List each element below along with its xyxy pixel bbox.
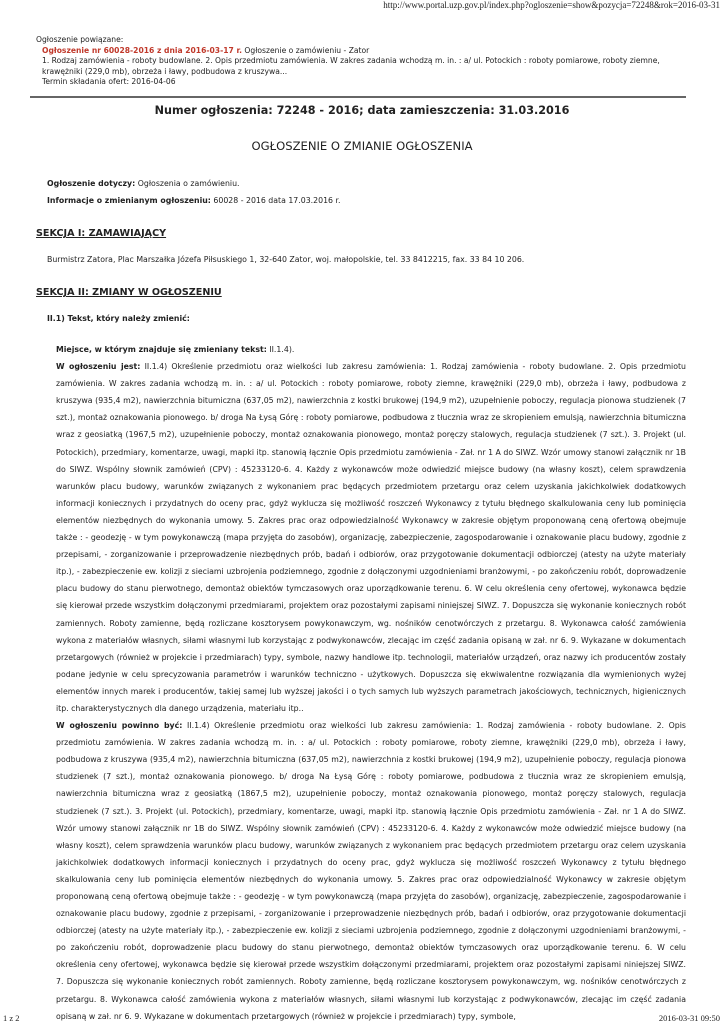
is-text: II.1.4) Określenie przedmiotu oraz wielkości lub zakresu zamówienia: 1. Rodzaj zamówienia - roboty budowlane. 2. Opis przedmiotu zamówienia. W zakres zadania wchodzą m. in. : a/ ul. Potockich : roboty pomiarowe, roboty ziemne, krawężniki (229,0 mb), obrzeża i ławy, podbudowa z kruszywa (935,4 m2), nawierzchnia bitumiczna (637,05 m2), nawierzchnia z kostki brukowej (194,9 m2), uzupełnienie poboczy, regulacja pionowa studzienek (7 szt.), montaż oznakowania pionowego. b/ droga Na Łysą Górę : roboty pomiarowe, podbudowa z tłucznia wraz ze skropieniem emulsją, nawierzchnia bitumiczna wraz z geosiatką (1967,5 m2), uzupełnienie poboczy, montaż oznakowania pionowego, montaż poręczy stalowych, regulacja studzienek (7 szt.). 3. Projekt (ul. Potockich), przedmiary, komentarze, uwagi, mapki itp. stanowią łącznie Opis przedmiotu zamówienia - Zał. nr 1 A do SIWZ. Wzór umowy stanowi załącznik nr 1B do SIWZ. Wspólny słownik zamówień (CPV) : 45233120-6. 4. Każdy z wykonawców może odwiedzić miejsce budowy (na własny koszt), celem sprawdzenia warunków placu budowy, warunków związanych z wykonaniem prac będących przedmiotem przetargu oraz celem uzyskania jakichkolwiek dodatkowych informacji koniecznych i przydatnych do oceny prac, gdyż wyklucza się możliwość roszczeń Wykonawcy z tytułu błędnego skalkulowania ceny lub pominięcia elementów niezbędnych do wykonania umowy. 5. Zakres prac oraz odpowiedzialność Wykonawcy w zakresie objętym proponowaną ceną ofertową obejmuje także : - geodezję - w tym powykonawczą (mapa przyjęta do zasobów), organizację, zabezpieczenie, zagospodarowanie i oznakowanie placu budowy, zgodnie z przepisami, - zorganizowanie i przeprowadzenie niezbędnych prób, badań i odbiorów, oraz przygotowanie dokumentacji odbiorczej (atesty na użyte materiały itp.), - zabezpieczenie ew. kolizji z sieciami uzbrojenia podziemnego, zgodnie z dołączonymi uzgodnieniami branżowymi, - po zakończeniu robót, doprowadzenie placu budowy do stanu pierwotnego, demontaż obiektów tymczasowych oraz uporządkowanie terenu. 6. W celu określenia ceny ofertowej, wykonawca będzie się kierował przede wszystkim dołączonymi przedmiarami, projektem oraz pozostałymi zapisami niniejszej SIWZ. 7. Dopuszcza się wykonanie koniecznych robót zamiennych. Roboty zamienne, będą rozliczane kosztorysem powykonawczym, wg. nośników cenotwórczych z przetargu. 8. Wykonawca całość zamówienia wykona z materiałów własnych, siłami własnymi lub korzystając z podwykonawców, zlecając im część zadania opisaną w zał. nr 6. 9. Wykazane w dokumentach przetargowych (również w projekcie i przedmiarach) typy, symbole, nazwy handlowe itp. technologii, materiałów urządzeń, oraz nazwy ich producentów zostały podane jedynie w celu sprecyzowania parametrów i warunków techniczno - użytkowych. Dopuszcza się ekwiwalentne rozwiązania dla wymienionych wyżej elementów innych marek i producentów, takiej samej lub wyższej jakości i o tych samych lub wyższych parametrach jakościowych, technicznych, higienicznych itp. charakterystycznych dla danego urządzenia, materiału itp.. <box>56 362 686 713</box>
should-label: W ogłoszeniu powinno być: <box>56 721 183 731</box>
related-label: Ogłoszenie powiązane: <box>36 35 124 44</box>
section-1-text: Burmistrz Zatora, Plac Marszałka Józefa Piłsuskiego 1, 32-640 Zator, woj. małopolskie, tel. 33 8412215, fax. 33 84 10 206. <box>47 255 525 264</box>
should-paragraph <box>56 717 686 1025</box>
meta-changed <box>47 196 340 205</box>
related-link-line <box>36 46 676 57</box>
page-number: 1 z 2 <box>3 1013 20 1023</box>
meta-concerns-value: Ogłoszenia o zamówieniu. <box>135 179 240 188</box>
meta-concerns <box>47 179 239 188</box>
changes-body <box>56 341 686 1025</box>
related-notice <box>36 35 676 88</box>
notice-number-title: Numer ogłoszenia: 72248 - 2016; data zamieszczenia: 31.03.2016 <box>154 104 570 117</box>
related-link-suffix: Ogłoszenie o zamówieniu - Zator <box>242 45 370 55</box>
related-description: 1. Rodzaj zamówienia - roboty budowlane. 2. Opis przedmiotu zamówienia. W zakres zadania wchodzą m. in. : a/ ul. Potockich : roboty pomiarowe, roboty ziemne, krawężniki (229,0 mb), obrzeża i ławy, podbudowa z kruszywa... <box>42 56 660 76</box>
section-2-subheading: II.1) Tekst, który należy zmienić: <box>47 314 190 323</box>
place-value: II.1.4). <box>266 345 295 354</box>
print-timestamp: 2016-03-31 09:50 <box>658 1013 720 1023</box>
section-2-heading: SEKCJA II: ZMIANY W OGŁOSZENIU <box>36 287 222 298</box>
meta-changed-value: 60028 - 2016 data 17.03.2016 r. <box>210 196 341 205</box>
notice-type-title: OGŁOSZENIE O ZMIANIE OGŁOSZENIA <box>251 139 473 153</box>
header-url: http://www.portal.uzp.gov.pl/index.php?ogloszenie=show&pozycja=72248&rok=2016-03-31 <box>383 0 720 10</box>
divider <box>30 96 686 98</box>
related-notice-link[interactable]: Ogłoszenie nr 60028-2016 z dnia 2016-03-17 r. <box>42 45 243 55</box>
section-1-heading: SEKCJA I: ZAMAWIAJĄCY <box>36 228 167 239</box>
should-text: II.1.4) Określenie przedmiotu oraz wielkości lub zakresu zamówienia: 1. Rodzaj zamówienia - roboty budowlane. 2. Opis przedmiotu zamówienia. W zakres zadania wchodzą m. in. : a/ ul. Potockich : roboty pomiarowe, roboty ziemne, krawężniki (229,0 mb), obrzeża i ławy, podbudowa z kruszywa (935,4 m2), nawierzchnia bitumiczna (637,05 m2), nawierzchnia z kostki brukowej (194,9 m2), uzupełnienie poboczy, regulacja pionowa studzienek (7 szt.), montaż oznakowania pionowego. b/ droga Na Łysą Górę : roboty pomiarowe, podbudowa z tłucznia wraz ze skropieniem emulsją, nawierzchnia bitumiczna wraz z geosiatką (1867,5 m2), uzupełnienie poboczy, montaż oznakowania pionowego, montaż poręczy stalowych, regulacja studzienek (7 szt.). 3. Projekt (ul. Potockich), przedmiary, komentarze, uwagi, mapki itp. stanowią łącznie Opis przedmiotu zamówienia - Zał. nr 1 A do SIWZ. Wzór umowy stanowi załącznik nr 1B do SIWZ. Wspólny słownik zamówień (CPV) : 45233120-6. 4. Każdy z wykonawców może odwiedzić miejsce budowy (na własny koszt), celem sprawdzenia warunków placu budowy, warunków związanych z wykonaniem prac będących przedmiotem przetargu oraz celem uzyskania jakichkolwiek dodatkowych informacji koniecznych i przydatnych do oceny prac, gdyż wyklucza się możliwość roszczeń Wykonawcy z tytułu błędnego skalkulowania ceny lub pominięcia elementów niezbędnych do wykonania umowy. 5. Zakres prac oraz odpowiedzialność Wykonawcy w zakresie objętym proponowaną ceną ofertową obejmuje także : - geodezję - w tym powykonawczą (mapa przyjęta do zasobów), organizację, zabezpieczenie, zagospodarowanie i oznakowanie placu budowy, zgodnie z przepisami, - zorganizowanie i przeprowadzenie niezbędnych prób, badań i odbiorów, oraz przygotowanie dokumentacji odbiorczej (atesty na użyte materiały itp.), - zabezpieczenie ew. kolizji z sieciami uzbrojenia podziemnego, zgodnie z dołączonymi uzgodnieniami branżowymi, - po zakończeniu robót, doprowadzenie placu budowy do stanu pierwotnego, demontaż obiektów tymczasowych oraz uporządkowanie terenu. 6. W celu określenia ceny ofertowej, wykonawca będzie się kierował przede wszystkim dołączonymi przedmiarami, projektem oraz pozostałymi zapisami niniejszej SIWZ. 7. Dopuszcza się wykonanie koniecznych robót zamiennych. Roboty zamienne, będą rozliczane kosztorysem powykonawczym, wg. nośników cenotwórczych z przetargu. 8. Wykonawca całość zamówienia wykona z materiałów własnych, siłami własnymi lub korzystając z podwykonawców, zlecając im część zadania opisaną w zał. nr 6. 9. Wykazane w dokumentach przetargowych (również w projekcie i przedmiarach) typy, symbole, <box>56 721 686 1021</box>
related-deadline: Termin składania ofert: 2016-04-06 <box>42 77 176 87</box>
is-paragraph <box>56 358 686 717</box>
is-label: W ogłoszeniu jest: <box>56 362 141 372</box>
meta-changed-label: Informacje o zmienianym ogłoszeniu: <box>47 196 211 205</box>
place-label: Miejsce, w którym znajduje się zmieniany tekst: <box>56 345 267 354</box>
place-line <box>56 341 686 358</box>
meta-concerns-label: Ogłoszenie dotyczy: <box>47 179 136 188</box>
